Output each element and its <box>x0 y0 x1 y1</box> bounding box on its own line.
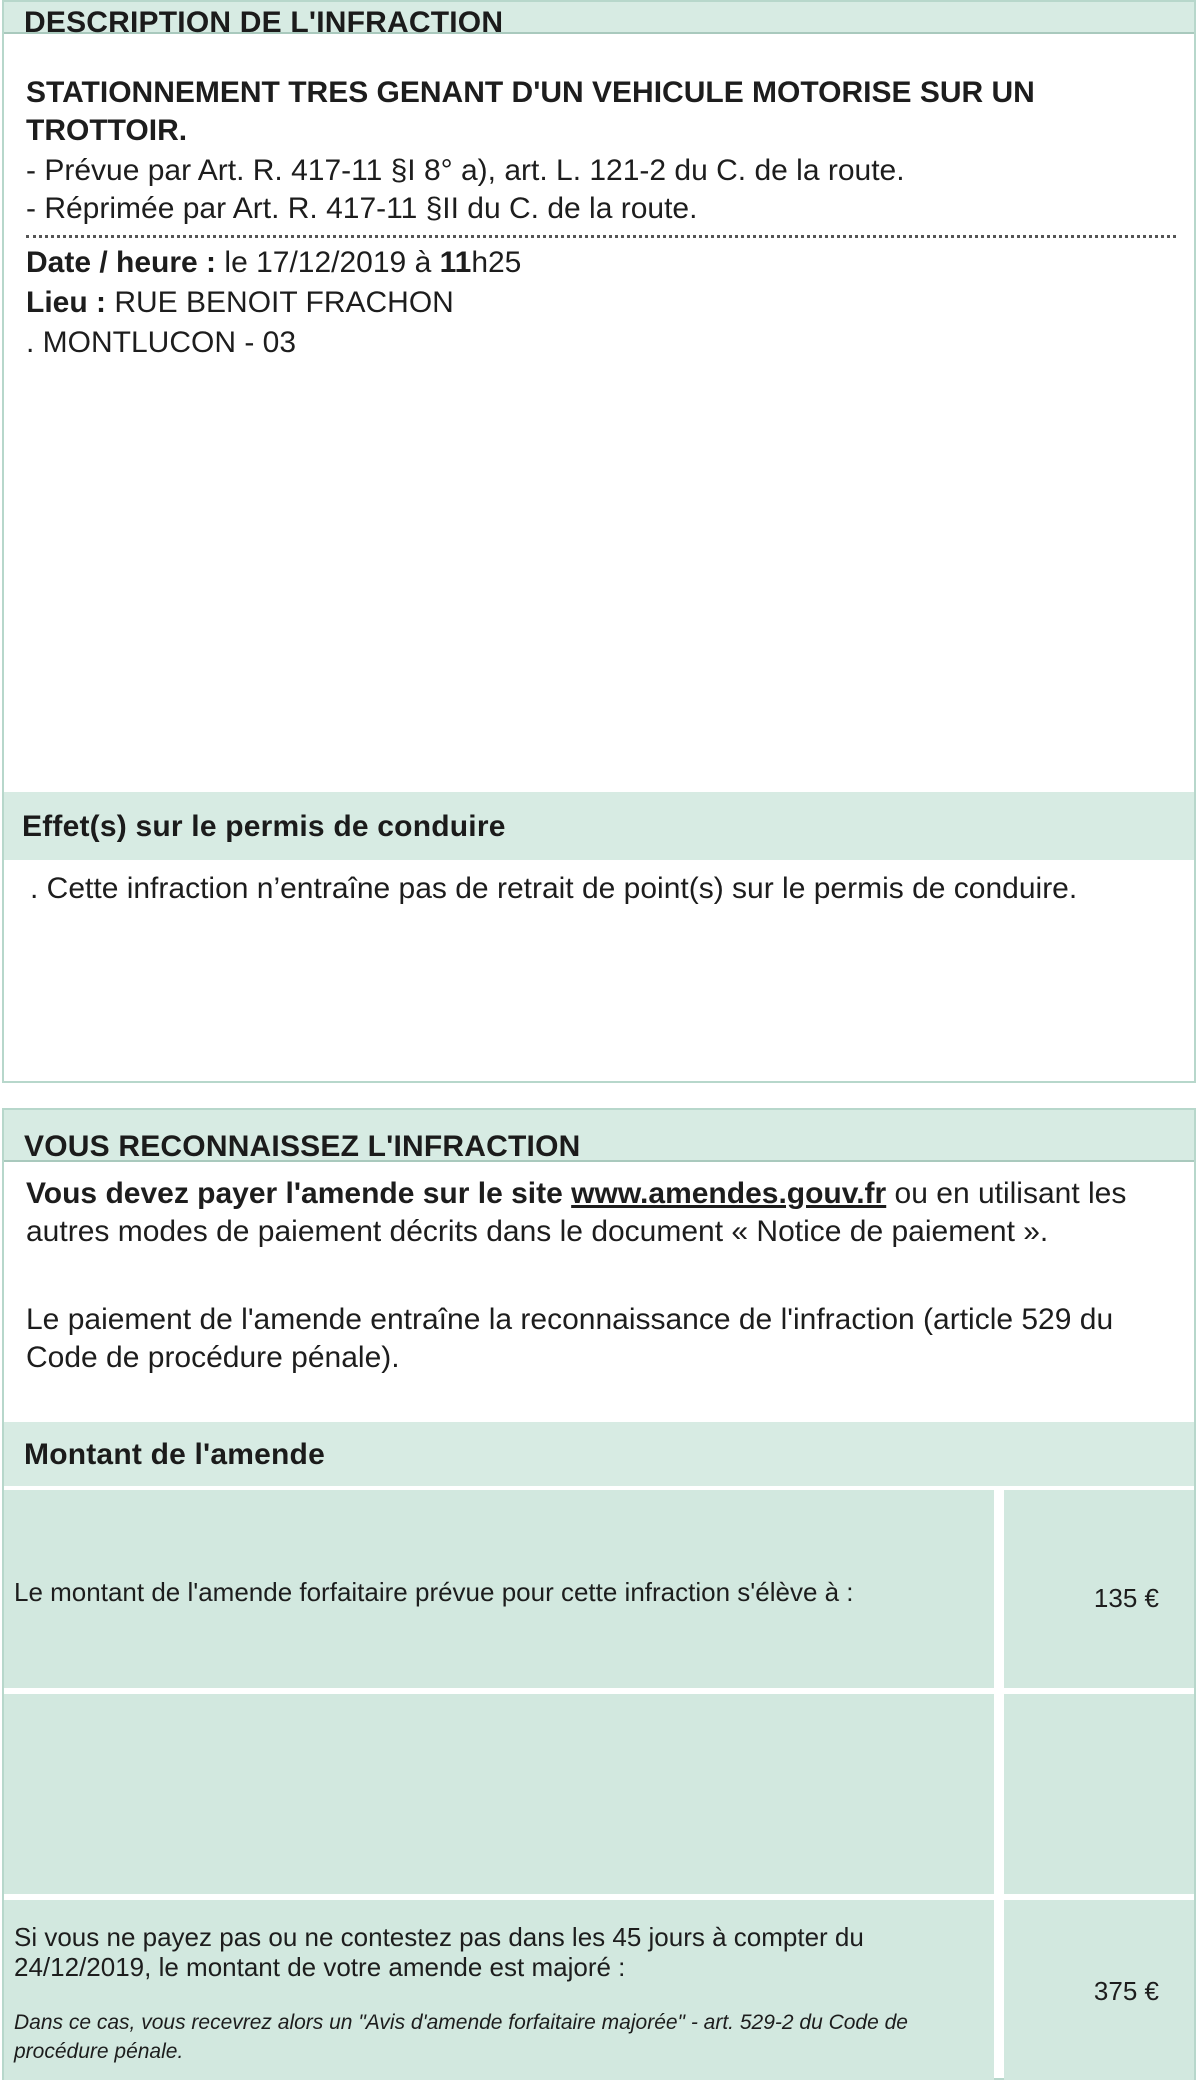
majore-label: Si vous ne payez pas ou ne contestez pas dans les 45 jours à compter du 24/12/2019, le montant de votre amende est majoré : <box>14 1922 864 1982</box>
infraction-title: STATIONNEMENT TRES GENANT D'UN VEHICULE MOTORISE SUR UN TROTTOIR. <box>26 76 1035 147</box>
place-value: RUE BENOIT FRACHON <box>114 286 454 319</box>
time-minutes: h25 <box>471 246 522 279</box>
date-value: le 17/12/2019 à <box>224 246 440 279</box>
reconnaissance-panel <box>2 1108 1196 2080</box>
infraction-prevue: - Prévue par Art. R. 417-11 §I 8° a), art. L. 121-2 du C. de la route. <box>26 154 905 187</box>
permis-header: Effet(s) sur le permis de conduire <box>22 810 506 843</box>
date-label: Date / heure : <box>26 246 217 279</box>
infraction-reprimee: - Réprimée par Art. R. 417-11 §II du C. de la route. <box>26 192 698 225</box>
reconnaissance-header: VOUS RECONNAISSEZ L'INFRACTION <box>24 1130 581 1163</box>
amount-label: Le montant de l'amende forfaitaire prévue pour cette infraction s'élève à : <box>14 1577 854 1607</box>
time-hour: 11 <box>439 246 472 279</box>
empty-value-cell <box>1004 1694 1194 1894</box>
amount-value: 135 € <box>1093 1583 1159 1613</box>
montant-header: Montant de l'amende <box>24 1438 325 1471</box>
place-line <box>26 284 454 322</box>
infraction-header: DESCRIPTION DE L'INFRACTION <box>24 6 504 39</box>
permis-text: . Cette infraction n’entraîne pas de retrait de point(s) sur le permis de conduire. <box>30 872 1078 905</box>
amendes-site-link[interactable]: www.amendes.gouv.fr <box>571 1177 887 1210</box>
place-city: . MONTLUCON - 03 <box>26 326 297 359</box>
payment-paragraph <box>26 1175 1176 1251</box>
payment-intro: Vous devez payer l'amende sur le site <box>26 1177 563 1210</box>
payment-rest: ou en utilisant les autres modes de paiement décrits dans le document « Notice de paiement ». <box>26 1177 1127 1248</box>
date-line <box>26 244 521 282</box>
place-label: Lieu : <box>26 286 106 319</box>
empty-cell <box>4 1694 994 1894</box>
infraction-panel <box>2 0 1196 1083</box>
majore-value: 375 € <box>1093 1976 1159 2006</box>
dotted-separator <box>26 235 1176 238</box>
payment-consequence: Le paiement de l'amende entraîne la reconnaissance de l'infraction (article 529 du Code de procédure pénale). <box>26 1303 1114 1374</box>
majore-note: Dans ce cas, vous recevrez alors un "Avis d'amende forfaitaire majorée" - art. 529-2 du Code de procédure pénale. <box>14 2011 908 2063</box>
